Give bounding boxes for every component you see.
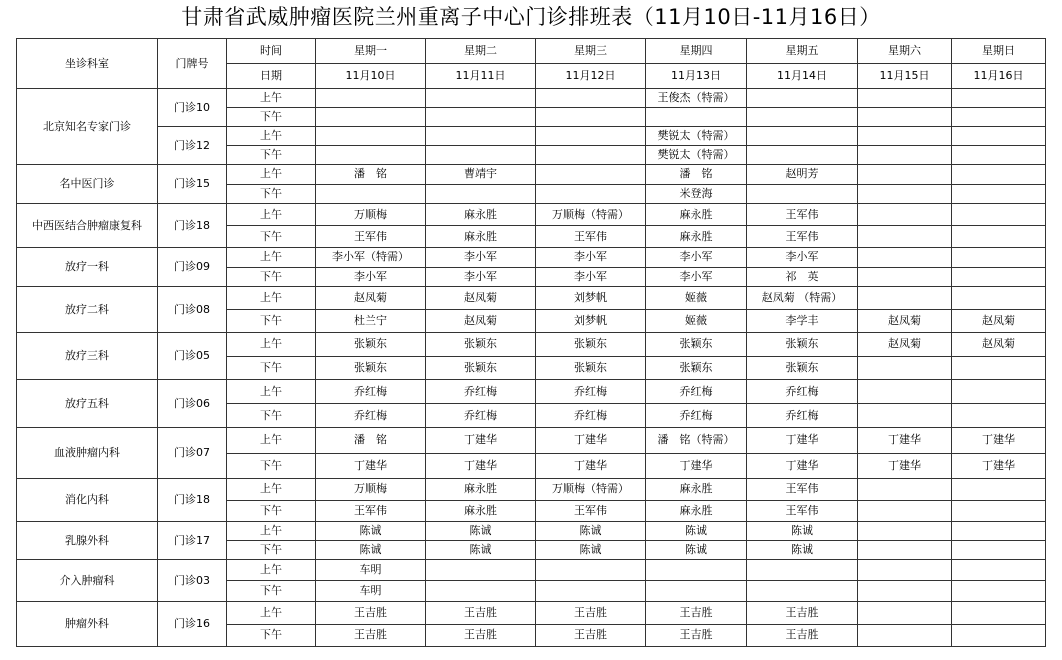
doctor-cell: 陈诚: [747, 541, 858, 560]
doctor-cell: 祁 英: [747, 267, 858, 287]
period-label: 下午: [227, 310, 316, 333]
doctor-cell: [316, 89, 426, 108]
doctor-cell: [952, 184, 1046, 204]
doctor-cell: [952, 581, 1046, 602]
doctor-cell: [952, 404, 1046, 428]
doctor-cell: [747, 127, 858, 146]
doctor-cell: [858, 204, 952, 226]
doctor-cell: 陈诚: [316, 522, 426, 541]
doctor-cell: [952, 356, 1046, 380]
doctor-cell: 李小军: [536, 267, 646, 287]
dept-name: 消化内科: [17, 479, 158, 522]
doctor-cell: [747, 184, 858, 204]
doctor-cell: 李小军: [646, 248, 747, 268]
doctor-cell: 李小军（特需）: [316, 248, 426, 268]
dept-name: 中西医结合肿瘤康复科: [17, 204, 158, 248]
doctor-cell: 陈诚: [646, 541, 747, 560]
doctor-cell: [858, 267, 952, 287]
doctor-cell: 乔红梅: [646, 380, 747, 404]
period-label: 下午: [227, 184, 316, 204]
period-label: 下午: [227, 146, 316, 165]
doctor-cell: 陈诚: [316, 541, 426, 560]
period-label: 上午: [227, 602, 316, 625]
doctor-cell: 张颖东: [316, 333, 426, 357]
doctor-cell: [858, 522, 952, 541]
doctor-cell: 万顺梅（特需）: [536, 479, 646, 501]
doctor-cell: 丁建华: [426, 453, 536, 479]
table-row: [17, 560, 1046, 581]
doctor-cell: [858, 356, 952, 380]
doctor-cell: 姬薇: [646, 310, 747, 333]
doctor-cell: [858, 287, 952, 310]
header-date: 11月12日: [536, 64, 646, 89]
doctor-cell: 潘 铭: [316, 428, 426, 454]
doctor-cell: [858, 602, 952, 625]
doctor-cell: 乔红梅: [426, 380, 536, 404]
table-row: [17, 287, 1046, 310]
doctor-cell: 丁建华: [858, 453, 952, 479]
header-weekday: 星期三: [536, 39, 646, 64]
doctor-cell: 车明: [316, 560, 426, 581]
doctor-cell: [646, 581, 747, 602]
doctor-cell: 王军伟: [536, 500, 646, 522]
table-row: [17, 165, 1046, 185]
doctor-cell: 李小军: [316, 267, 426, 287]
doctor-cell: 王吉胜: [747, 624, 858, 647]
header-date: 11月15日: [858, 64, 952, 89]
doctor-cell: [952, 522, 1046, 541]
table-row: [17, 204, 1046, 226]
dept-name: 血液肿瘤内科: [17, 428, 158, 479]
doctor-cell: [536, 89, 646, 108]
doctor-cell: 王吉胜: [747, 602, 858, 625]
doctor-cell: 陈诚: [426, 522, 536, 541]
period-label: 上午: [227, 380, 316, 404]
doctor-cell: [426, 146, 536, 165]
doctor-cell: 丁建华: [426, 428, 536, 454]
doctor-cell: 张颖东: [646, 356, 747, 380]
doctor-cell: 潘 铭: [316, 165, 426, 185]
room-number: 门诊03: [158, 560, 227, 602]
header-time-label: 时间: [227, 39, 316, 64]
doctor-cell: 陈诚: [646, 522, 747, 541]
schedule-table: [16, 38, 1046, 647]
doctor-cell: 李小军: [646, 267, 747, 287]
header-weekday: 星期四: [646, 39, 747, 64]
doctor-cell: [858, 500, 952, 522]
doctor-cell: [858, 108, 952, 127]
doctor-cell: [858, 404, 952, 428]
period-label: 下午: [227, 267, 316, 287]
period-label: 上午: [227, 89, 316, 108]
period-label: 上午: [227, 522, 316, 541]
doctor-cell: [952, 479, 1046, 501]
doctor-cell: 丁建华: [747, 453, 858, 479]
table-row: [17, 380, 1046, 404]
doctor-cell: 乔红梅: [646, 404, 747, 428]
header-date-label: 日期: [227, 64, 316, 89]
dept-name: 放疗二科: [17, 287, 158, 333]
header-weekday: 星期一: [316, 39, 426, 64]
doctor-cell: 潘 铭（特需）: [646, 428, 747, 454]
doctor-cell: [536, 146, 646, 165]
room-number: 门诊05: [158, 333, 227, 380]
period-label: 上午: [227, 560, 316, 581]
doctor-cell: [536, 108, 646, 127]
doctor-cell: [858, 184, 952, 204]
doctor-cell: [952, 146, 1046, 165]
dept-name: 放疗三科: [17, 333, 158, 380]
doctor-cell: [952, 287, 1046, 310]
doctor-cell: 张颖东: [747, 333, 858, 357]
period-label: 下午: [227, 541, 316, 560]
doctor-cell: 米登海: [646, 184, 747, 204]
doctor-cell: 麻永胜: [646, 204, 747, 226]
doctor-cell: 麻永胜: [646, 500, 747, 522]
doctor-cell: [952, 624, 1046, 647]
doctor-cell: [952, 127, 1046, 146]
doctor-cell: 丁建华: [952, 453, 1046, 479]
doctor-cell: 丁建华: [316, 453, 426, 479]
doctor-cell: 王军伟: [316, 500, 426, 522]
doctor-cell: 麻永胜: [426, 500, 536, 522]
doctor-cell: 李小军: [747, 248, 858, 268]
doctor-cell: [952, 226, 1046, 248]
table-row: [17, 248, 1046, 268]
doctor-cell: [426, 560, 536, 581]
room-number: 门诊12: [158, 127, 227, 165]
doctor-cell: 李小军: [536, 248, 646, 268]
room-number: 门诊18: [158, 479, 227, 522]
doctor-cell: 张颖东: [316, 356, 426, 380]
doctor-cell: 李小军: [426, 248, 536, 268]
doctor-cell: 赵凤菊: [858, 310, 952, 333]
header-date: 11月10日: [316, 64, 426, 89]
doctor-cell: 乔红梅: [536, 404, 646, 428]
doctor-cell: [858, 165, 952, 185]
doctor-cell: [316, 127, 426, 146]
period-label: 上午: [227, 333, 316, 357]
doctor-cell: [747, 581, 858, 602]
doctor-cell: [536, 581, 646, 602]
doctor-cell: 丁建华: [646, 453, 747, 479]
doctor-cell: [952, 204, 1046, 226]
period-label: 下午: [227, 404, 316, 428]
doctor-cell: [858, 127, 952, 146]
doctor-cell: 王吉胜: [426, 602, 536, 625]
header-date: 11月11日: [426, 64, 536, 89]
doctor-cell: 张颖东: [426, 356, 536, 380]
doctor-cell: 车明: [316, 581, 426, 602]
doctor-cell: 樊锐太（特需）: [646, 146, 747, 165]
doctor-cell: [858, 226, 952, 248]
doctor-cell: 乔红梅: [747, 380, 858, 404]
doctor-cell: 赵凤菊: [316, 287, 426, 310]
table-row: [17, 333, 1046, 357]
doctor-cell: [646, 560, 747, 581]
period-label: 上午: [227, 287, 316, 310]
doctor-cell: [536, 127, 646, 146]
doctor-cell: 张颖东: [646, 333, 747, 357]
doctor-cell: 赵凤菊: [858, 333, 952, 357]
doctor-cell: [952, 108, 1046, 127]
doctor-cell: 万顺梅（特需）: [536, 204, 646, 226]
doctor-cell: 王军伟: [316, 226, 426, 248]
period-label: 上午: [227, 204, 316, 226]
room-number: 门诊07: [158, 428, 227, 479]
doctor-cell: 乔红梅: [316, 404, 426, 428]
dept-name: 放疗五科: [17, 380, 158, 428]
period-label: 下午: [227, 453, 316, 479]
doctor-cell: [952, 541, 1046, 560]
doctor-cell: [426, 581, 536, 602]
doctor-cell: 张颖东: [536, 356, 646, 380]
doctor-cell: [426, 184, 536, 204]
dept-name: 放疗一科: [17, 248, 158, 287]
period-label: 上午: [227, 479, 316, 501]
doctor-cell: 王军伟: [536, 226, 646, 248]
doctor-cell: 潘 铭: [646, 165, 747, 185]
period-label: 下午: [227, 108, 316, 127]
doctor-cell: 丁建华: [536, 428, 646, 454]
doctor-cell: 麻永胜: [426, 226, 536, 248]
doctor-cell: [952, 165, 1046, 185]
doctor-cell: 王俊杰（特需）: [646, 89, 747, 108]
doctor-cell: 刘梦帆: [536, 310, 646, 333]
header-date: 11月16日: [952, 64, 1046, 89]
header-weekday: 星期五: [747, 39, 858, 64]
doctor-cell: 赵凤菊: [952, 310, 1046, 333]
header-weekday: 星期六: [858, 39, 952, 64]
doctor-cell: [952, 500, 1046, 522]
table-row: [17, 428, 1046, 454]
doctor-cell: 王吉胜: [536, 624, 646, 647]
dept-name: 名中医门诊: [17, 165, 158, 204]
doctor-cell: 陈诚: [426, 541, 536, 560]
page-title: 甘肃省武威肿瘤医院兰州重离子中心门诊排班表（11月10日-11月16日）: [181, 5, 881, 29]
period-label: 下午: [227, 500, 316, 522]
doctor-cell: 丁建华: [536, 453, 646, 479]
doctor-cell: [747, 146, 858, 165]
doctor-cell: 姬薇: [646, 287, 747, 310]
table-row: [17, 127, 1046, 146]
doctor-cell: [536, 184, 646, 204]
doctor-cell: 王军伟: [747, 500, 858, 522]
doctor-cell: 樊锐太（特需）: [646, 127, 747, 146]
doctor-cell: [858, 380, 952, 404]
doctor-cell: 王军伟: [747, 204, 858, 226]
doctor-cell: 赵明芳: [747, 165, 858, 185]
doctor-cell: [426, 108, 536, 127]
doctor-cell: 李小军: [426, 267, 536, 287]
doctor-cell: 李学丰: [747, 310, 858, 333]
dept-name: 北京知名专家门诊: [17, 89, 158, 165]
period-label: 上午: [227, 165, 316, 185]
doctor-cell: 乔红梅: [747, 404, 858, 428]
doctor-cell: 丁建华: [952, 428, 1046, 454]
doctor-cell: [747, 108, 858, 127]
doctor-cell: 王吉胜: [426, 624, 536, 647]
doctor-cell: 陈诚: [536, 522, 646, 541]
doctor-cell: [316, 184, 426, 204]
doctor-cell: 曹靖宇: [426, 165, 536, 185]
doctor-cell: [858, 624, 952, 647]
doctor-cell: 赵凤菊: [426, 287, 536, 310]
dept-name: 乳腺外科: [17, 522, 158, 560]
room-number: 门诊16: [158, 602, 227, 647]
doctor-cell: [426, 89, 536, 108]
doctor-cell: 赵凤菊: [426, 310, 536, 333]
doctor-cell: 王军伟: [747, 479, 858, 501]
doctor-cell: 乔红梅: [316, 380, 426, 404]
doctor-cell: [858, 89, 952, 108]
doctor-cell: 王吉胜: [316, 602, 426, 625]
doctor-cell: 王吉胜: [646, 602, 747, 625]
doctor-cell: [858, 541, 952, 560]
period-label: 下午: [227, 356, 316, 380]
doctor-cell: 张颖东: [536, 333, 646, 357]
doctor-cell: [747, 89, 858, 108]
doctor-cell: [858, 248, 952, 268]
room-number: 门诊08: [158, 287, 227, 333]
doctor-cell: 麻永胜: [426, 479, 536, 501]
dept-name: 介入肿瘤科: [17, 560, 158, 602]
period-label: 下午: [227, 581, 316, 602]
doctor-cell: [952, 248, 1046, 268]
doctor-cell: [858, 479, 952, 501]
doctor-cell: 丁建华: [747, 428, 858, 454]
doctor-cell: 刘梦帆: [536, 287, 646, 310]
doctor-cell: 赵凤菊 （特需）: [747, 287, 858, 310]
header-date: 11月14日: [747, 64, 858, 89]
doctor-cell: 万顺梅: [316, 204, 426, 226]
doctor-cell: 王军伟: [747, 226, 858, 248]
header-dept: 坐诊科室: [17, 39, 158, 89]
doctor-cell: [858, 146, 952, 165]
doctor-cell: [952, 267, 1046, 287]
doctor-cell: [952, 560, 1046, 581]
table-row: [17, 89, 1046, 108]
doctor-cell: 陈诚: [747, 522, 858, 541]
table-row: [17, 522, 1046, 541]
doctor-cell: [952, 602, 1046, 625]
doctor-cell: 麻永胜: [646, 479, 747, 501]
period-label: 下午: [227, 624, 316, 647]
doctor-cell: [747, 560, 858, 581]
room-number: 门诊10: [158, 89, 227, 127]
period-label: 上午: [227, 428, 316, 454]
doctor-cell: [952, 89, 1046, 108]
doctor-cell: [952, 380, 1046, 404]
doctor-cell: [858, 581, 952, 602]
doctor-cell: [316, 108, 426, 127]
header-room: 门牌号: [158, 39, 227, 89]
header-weekday: 星期二: [426, 39, 536, 64]
doctor-cell: [536, 560, 646, 581]
doctor-cell: 麻永胜: [426, 204, 536, 226]
doctor-cell: [646, 108, 747, 127]
doctor-cell: 王吉胜: [646, 624, 747, 647]
table-row: [17, 479, 1046, 501]
doctor-cell: [858, 560, 952, 581]
doctor-cell: [536, 165, 646, 185]
period-label: 上午: [227, 248, 316, 268]
header-weekday: 星期日: [952, 39, 1046, 64]
doctor-cell: 丁建华: [858, 428, 952, 454]
room-number: 门诊06: [158, 380, 227, 428]
room-number: 门诊17: [158, 522, 227, 560]
period-label: 下午: [227, 226, 316, 248]
doctor-cell: 王吉胜: [316, 624, 426, 647]
doctor-cell: [316, 146, 426, 165]
doctor-cell: 杜兰宁: [316, 310, 426, 333]
doctor-cell: [426, 127, 536, 146]
dept-name: 肿瘤外科: [17, 602, 158, 647]
doctor-cell: 王吉胜: [536, 602, 646, 625]
doctor-cell: 乔红梅: [536, 380, 646, 404]
doctor-cell: 陈诚: [536, 541, 646, 560]
room-number: 门诊09: [158, 248, 227, 287]
doctor-cell: 万顺梅: [316, 479, 426, 501]
doctor-cell: 张颖东: [426, 333, 536, 357]
table-row: [17, 602, 1046, 625]
header-date: 11月13日: [646, 64, 747, 89]
period-label: 上午: [227, 127, 316, 146]
room-number: 门诊18: [158, 204, 227, 248]
doctor-cell: 赵凤菊: [952, 333, 1046, 357]
doctor-cell: 乔红梅: [426, 404, 536, 428]
room-number: 门诊15: [158, 165, 227, 204]
doctor-cell: 张颖东: [747, 356, 858, 380]
doctor-cell: 麻永胜: [646, 226, 747, 248]
